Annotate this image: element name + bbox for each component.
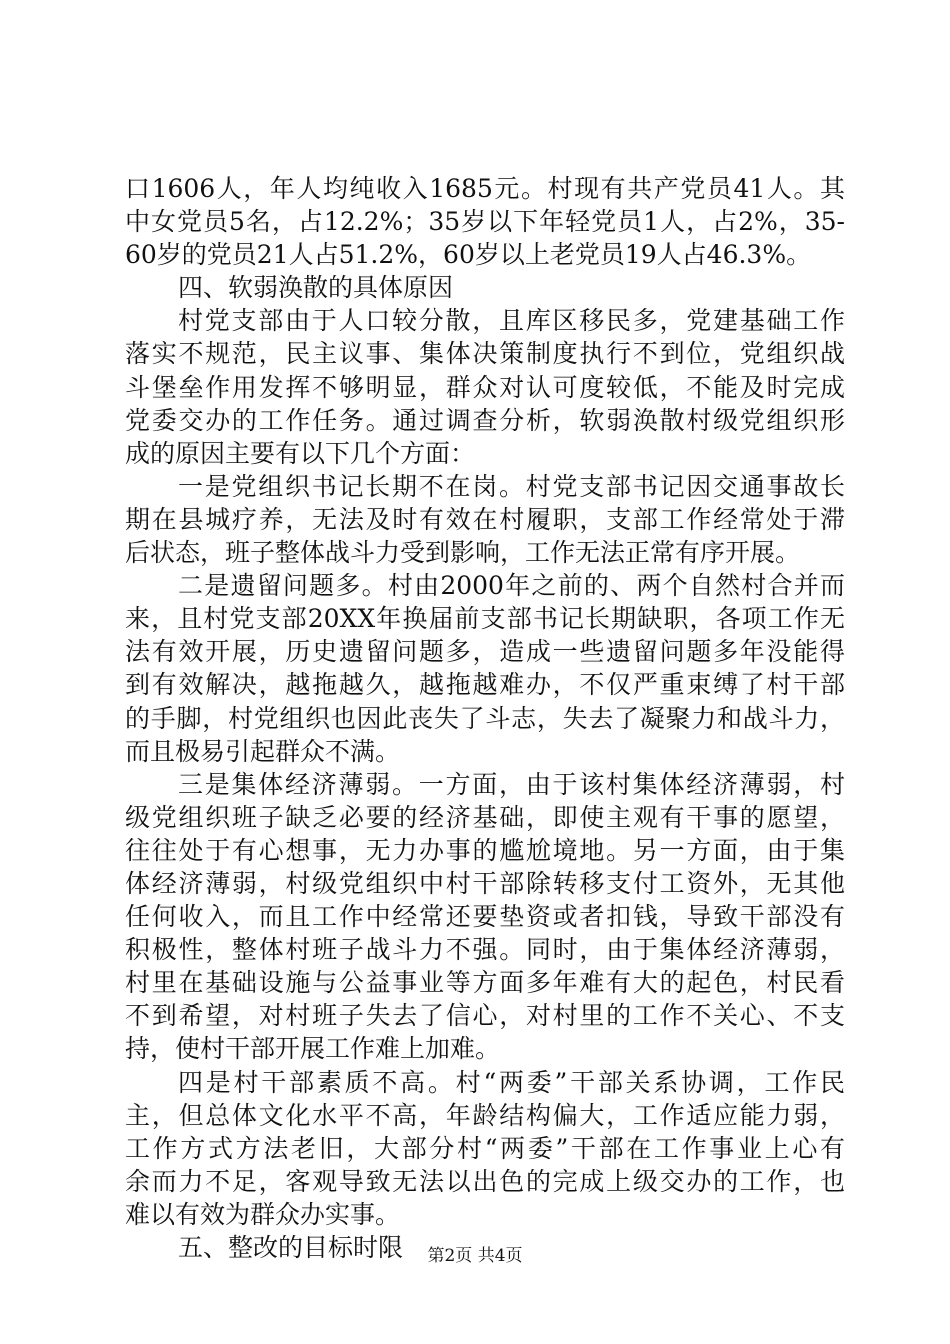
text-line: 期在县城疗养，无法及时有效在村履职，支部工作经常处于滞 xyxy=(125,504,845,534)
text-line: 一是党组织书记长期不在岗。村党支部书记因交通事故长 xyxy=(178,471,845,501)
text-line: 到有效解决，越拖越久，越拖越难办，不仅严重束缚了村干部 xyxy=(125,670,845,700)
text-line: 村党支部由于人口较分散，且库区移民多，党建基础工作 xyxy=(178,306,845,336)
text-line: 斗堡垒作用发挥不够明显，群众对认可度较低，不能及时完成 xyxy=(125,372,845,402)
text-line: 二是遗留问题多。村由2000年之前的、两个自然村合并而 xyxy=(178,571,845,601)
text-line: 四、软弱涣散的具体原因 xyxy=(178,273,454,303)
text-line: 而且极易引起群众不满。 xyxy=(125,736,401,766)
text-line: 落实不规范，民主议事、集体决策制度执行不到位，党组织战 xyxy=(125,339,845,369)
text-line: 的手脚，村党组织也因此丧失了斗志，失去了凝聚力和战斗力， xyxy=(125,703,845,733)
text-line: 成的原因主要有以下几个方面： xyxy=(125,438,476,468)
text-line: 三是集体经济薄弱。一方面，由于该村集体经济薄弱，村 xyxy=(178,769,845,799)
text-line: 党委交办的工作任务。通过调查分析，软弱涣散村级党组织形 xyxy=(125,405,845,435)
text-line: 村里在基础设施与公益事业等方面多年难有大的起色，村民看 xyxy=(125,968,845,998)
text-line: 主，但总体文化水平不高，年龄结构偏大，工作适应能力弱， xyxy=(125,1100,845,1130)
page-footer: 第2页 共4页 xyxy=(427,1246,523,1266)
text-line: 余而力不足，客观导致无法以出色的完成上级交办的工作，也 xyxy=(125,1166,845,1196)
text-line: 中女党员5名，占12.2%；35岁以下年轻党员1人，占2%，35- xyxy=(125,207,845,237)
text-line: 往往处于有心想事，无力办事的尴尬境地。另一方面，由于集 xyxy=(125,835,845,865)
text-line: 难以有效为群众办实事。 xyxy=(125,1199,401,1229)
text-line: 体经济薄弱，村级党组织中村干部除转移支付工资外，无其他 xyxy=(125,868,845,898)
text-line: 积极性，整体村班子战斗力不强。同时，由于集体经济薄弱， xyxy=(125,935,845,965)
document-body xyxy=(125,172,845,1264)
text-line: 任何收入，而且工作中经常还要垫资或者扣钱，导致干部没有 xyxy=(125,902,845,932)
text-line: 来，且村党支部20XX年换届前支部书记长期缺职，各项工作无 xyxy=(125,604,845,634)
text-line: 持，使村干部开展工作难上加难。 xyxy=(125,1034,501,1064)
text-line: 工作方式方法老旧，大部分村“两委”干部在工作事业上心有 xyxy=(125,1133,845,1163)
text-line: 不到希望，对村班子失去了信心，对村里的工作不关心、不支 xyxy=(125,1001,845,1031)
text-line: 五、整改的目标时限 xyxy=(178,1233,404,1262)
text-line: 后状态，班子整体战斗力受到影响，工作无法正常有序开展。 xyxy=(125,538,801,568)
text-line: 四是村干部素质不高。村“两委”干部关系协调，工作民 xyxy=(178,1067,845,1097)
text-line: 60岁的党员21人占51.2%，60岁以上老党员19人占46.3%。 xyxy=(125,240,812,270)
text-line: 级党组织班子缺乏必要的经济基础，即使主观有干事的愿望， xyxy=(125,802,845,832)
text-line: 口1606人，年人均纯收入1685元。村现有共产党员41人。其 xyxy=(125,174,845,203)
text-line: 法有效开展，历史遗留问题多，造成一些遗留问题多年没能得 xyxy=(125,637,845,667)
